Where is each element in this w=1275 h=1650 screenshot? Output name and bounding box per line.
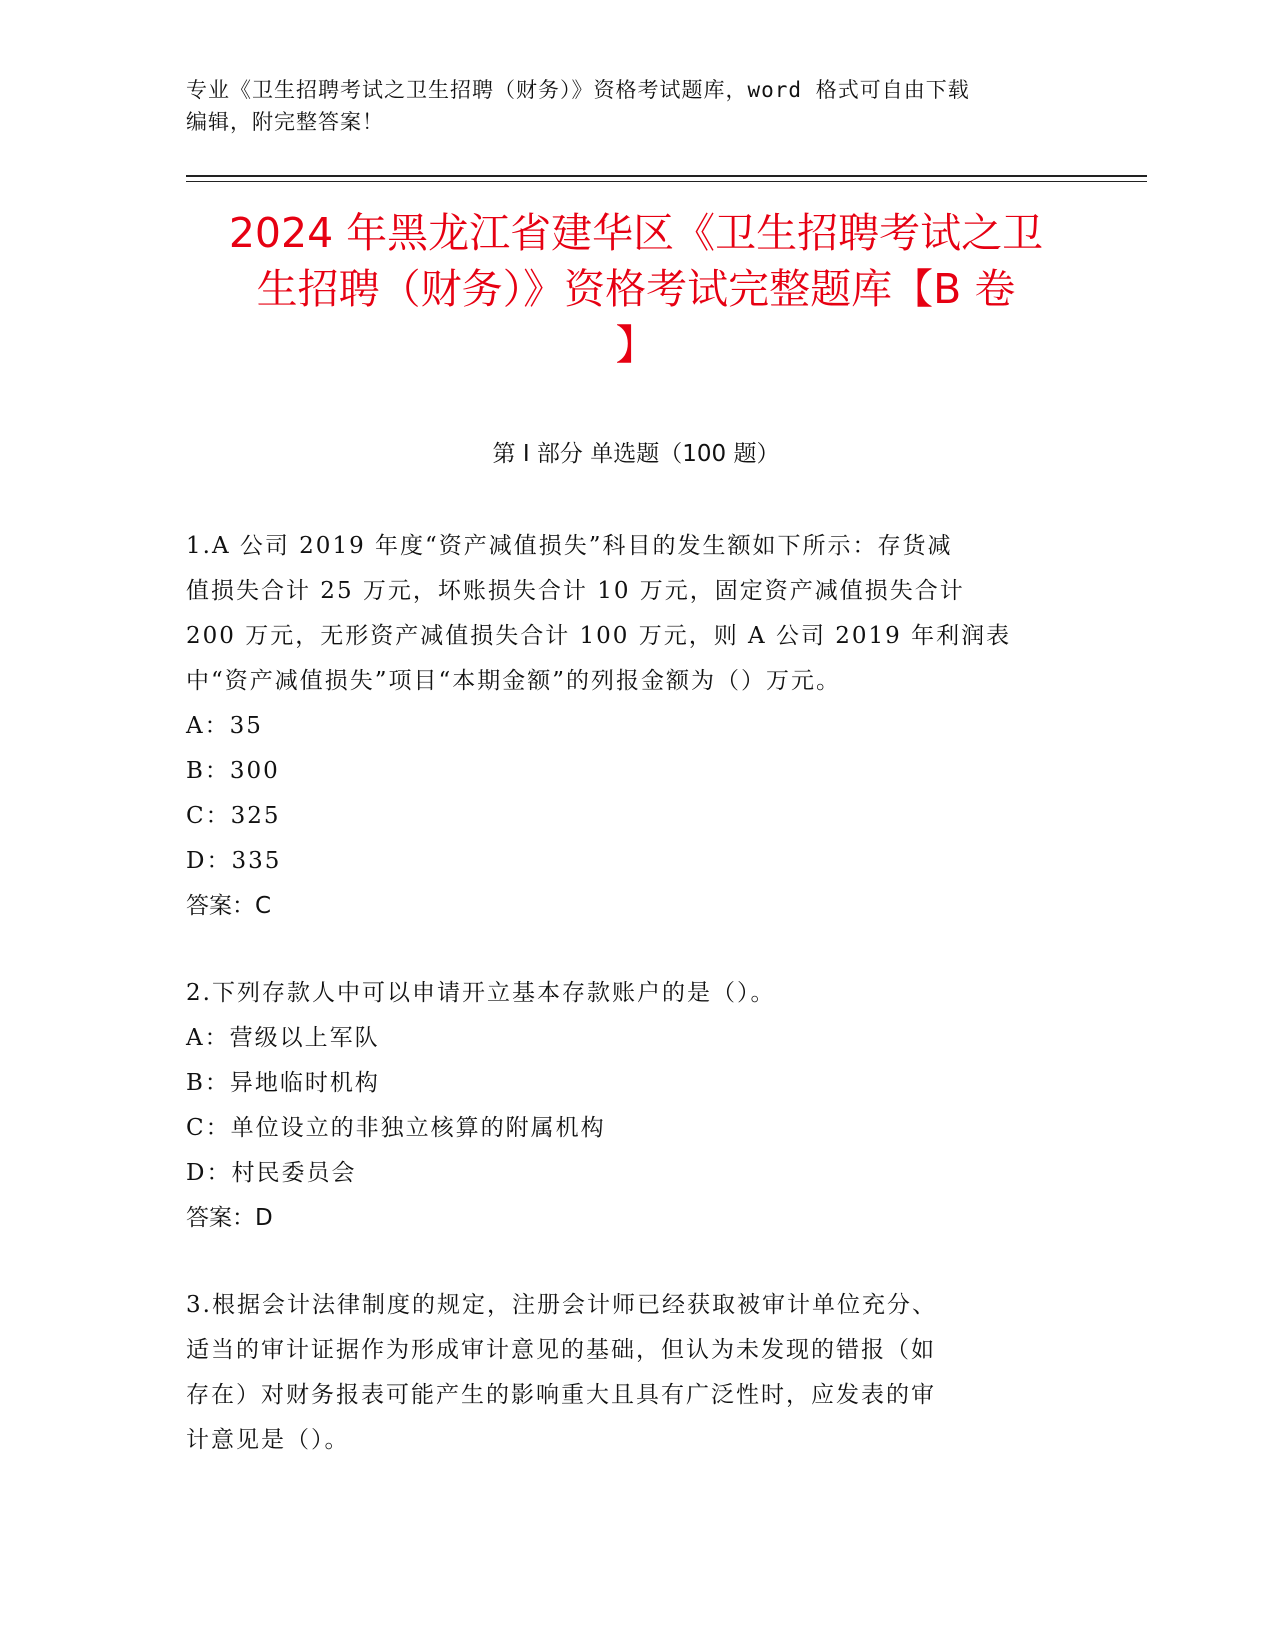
header-note-line-2: 编辑，附完整答案！ xyxy=(186,110,384,134)
question-1 xyxy=(186,524,1046,929)
question-1-stem-line-4: 中“资产减值损失”项目“本期金额”的列报金额为（）万元。 xyxy=(186,668,842,694)
question-2-answer: 答案：D xyxy=(186,1205,273,1231)
question-1-option-c: C：325 xyxy=(186,803,281,829)
question-list xyxy=(186,524,1046,1505)
question-2-option-a: A：营级以上军队 xyxy=(186,1025,380,1051)
header-rule-thick xyxy=(186,175,1147,177)
header-rule-thin xyxy=(186,181,1147,182)
question-1-option-b: B：300 xyxy=(186,758,280,784)
question-1-stem-line-1: 1.A 公司 2019 年度“资产减值损失”科目的发生额如下所示：存货减 xyxy=(186,533,953,559)
question-3 xyxy=(186,1283,1046,1463)
question-2 xyxy=(186,971,1046,1241)
document-title-line-2: 生招聘（财务）》资格考试完整题库【B 卷 xyxy=(256,265,1016,313)
question-1-answer: 答案：C xyxy=(186,893,272,919)
question-1-option-a: A：35 xyxy=(186,713,263,739)
question-2-stem-line-1: 2.下列存款人中可以申请开立基本存款账户的是（）。 xyxy=(186,980,776,1006)
question-3-stem-line-1: 3.根据会计法律制度的规定，注册会计师已经获取被审计单位充分、 xyxy=(186,1292,937,1318)
header-note-line-1: 专业《卫生招聘考试之卫生招聘（财务）》资格考试题库，word 格式可自由下载 xyxy=(186,78,970,102)
document-title xyxy=(186,205,1086,373)
question-1-stem-line-3: 200 万元，无形资产减值损失合计 100 万元，则 A 公司 2019 年利润表 xyxy=(186,623,1012,649)
question-3-stem-line-3: 存在）对财务报表可能产生的影响重大且具有广泛性时，应发表的审 xyxy=(186,1382,936,1408)
section-title: 第 I 部分 单选题（100 题） xyxy=(492,441,780,467)
question-1-stem-line-2: 值损失合计 25 万元，坏账损失合计 10 万元，固定资产减值损失合计 xyxy=(186,578,965,604)
question-2-option-c: C：单位设立的非独立核算的附属机构 xyxy=(186,1115,606,1141)
document-title-line-1: 2024 年黑龙江省建华区《卫生招聘考试之卫 xyxy=(228,209,1044,257)
header-note xyxy=(186,74,1066,138)
document-title-line-3: 】 xyxy=(615,321,657,369)
question-2-option-b: B：异地临时机构 xyxy=(186,1070,380,1096)
question-3-stem-line-2: 适当的审计证据作为形成审计意见的基础，但认为未发现的错报（如 xyxy=(186,1337,936,1363)
question-1-option-d: D：335 xyxy=(186,848,282,874)
question-3-stem-line-4: 计意见是（）。 xyxy=(186,1427,350,1453)
question-2-option-d: D：村民委员会 xyxy=(186,1160,357,1186)
